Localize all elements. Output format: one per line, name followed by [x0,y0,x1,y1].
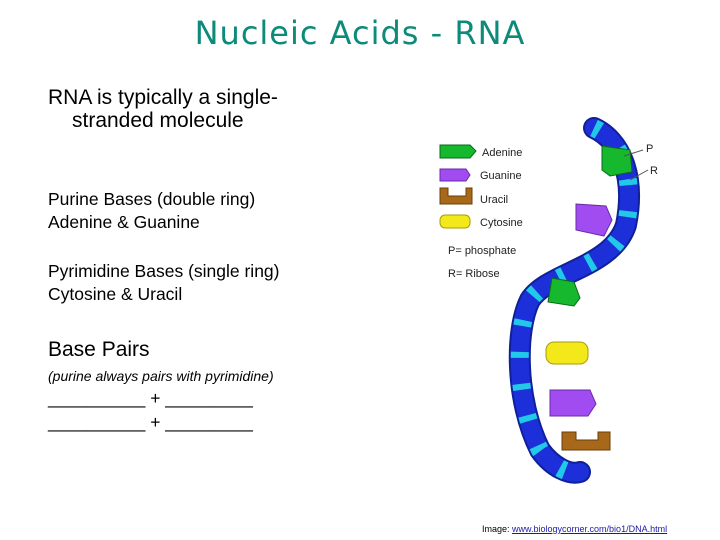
legend-uracil: Uracil [480,194,509,206]
guanine-base-2 [550,390,596,416]
purine-desc: (double ring) [152,189,256,209]
image-credit [482,524,667,534]
diagram-label-p: P [646,143,654,155]
legend-guanine: Guanine [480,170,522,182]
cytosine-base-1 [546,342,588,364]
adenine-base-1 [602,146,632,176]
intro-line-1: RNA is typically a single- [48,86,278,109]
purine-examples: Adenine & Guanine [48,212,200,232]
pyrimidine-label: Pyrimidine Bases [48,261,184,281]
credit-prefix: Image: [482,524,513,534]
purine-label: Purine Bases [48,189,153,209]
adenine-legend-icon [440,145,476,158]
uracil-base-1 [562,432,610,450]
legend-ribose: R= Ribose [448,268,500,280]
legend [440,145,523,280]
credit-link[interactable]: www.biologycorner.com/bio1/DNA.html [512,524,668,534]
blank-line-1: __________ + _________ [48,388,253,408]
uracil-legend-icon [440,188,472,204]
legend-adenine: Adenine [482,147,523,159]
guanine-base-1 [576,204,612,236]
base-pairs-note: (purine always pairs with pyrimidine) [48,368,274,384]
guanine-legend-icon [440,169,470,181]
intro-line-2: stranded molecule [72,109,244,132]
pyrimidine-desc: (single ring) [183,261,280,281]
blank-line-2: __________ + _________ [48,412,253,432]
legend-phosphate: P= phosphate [448,245,517,257]
pyrimidine-examples: Cytosine & Uracil [48,284,183,304]
cytosine-legend-icon [440,215,470,228]
base-pairs-heading: Base Pairs [48,338,150,361]
page-title: Nucleic Acids - RNA [194,14,526,52]
diagram-label-r: R [650,165,658,177]
legend-cytosine: Cytosine [480,217,523,229]
